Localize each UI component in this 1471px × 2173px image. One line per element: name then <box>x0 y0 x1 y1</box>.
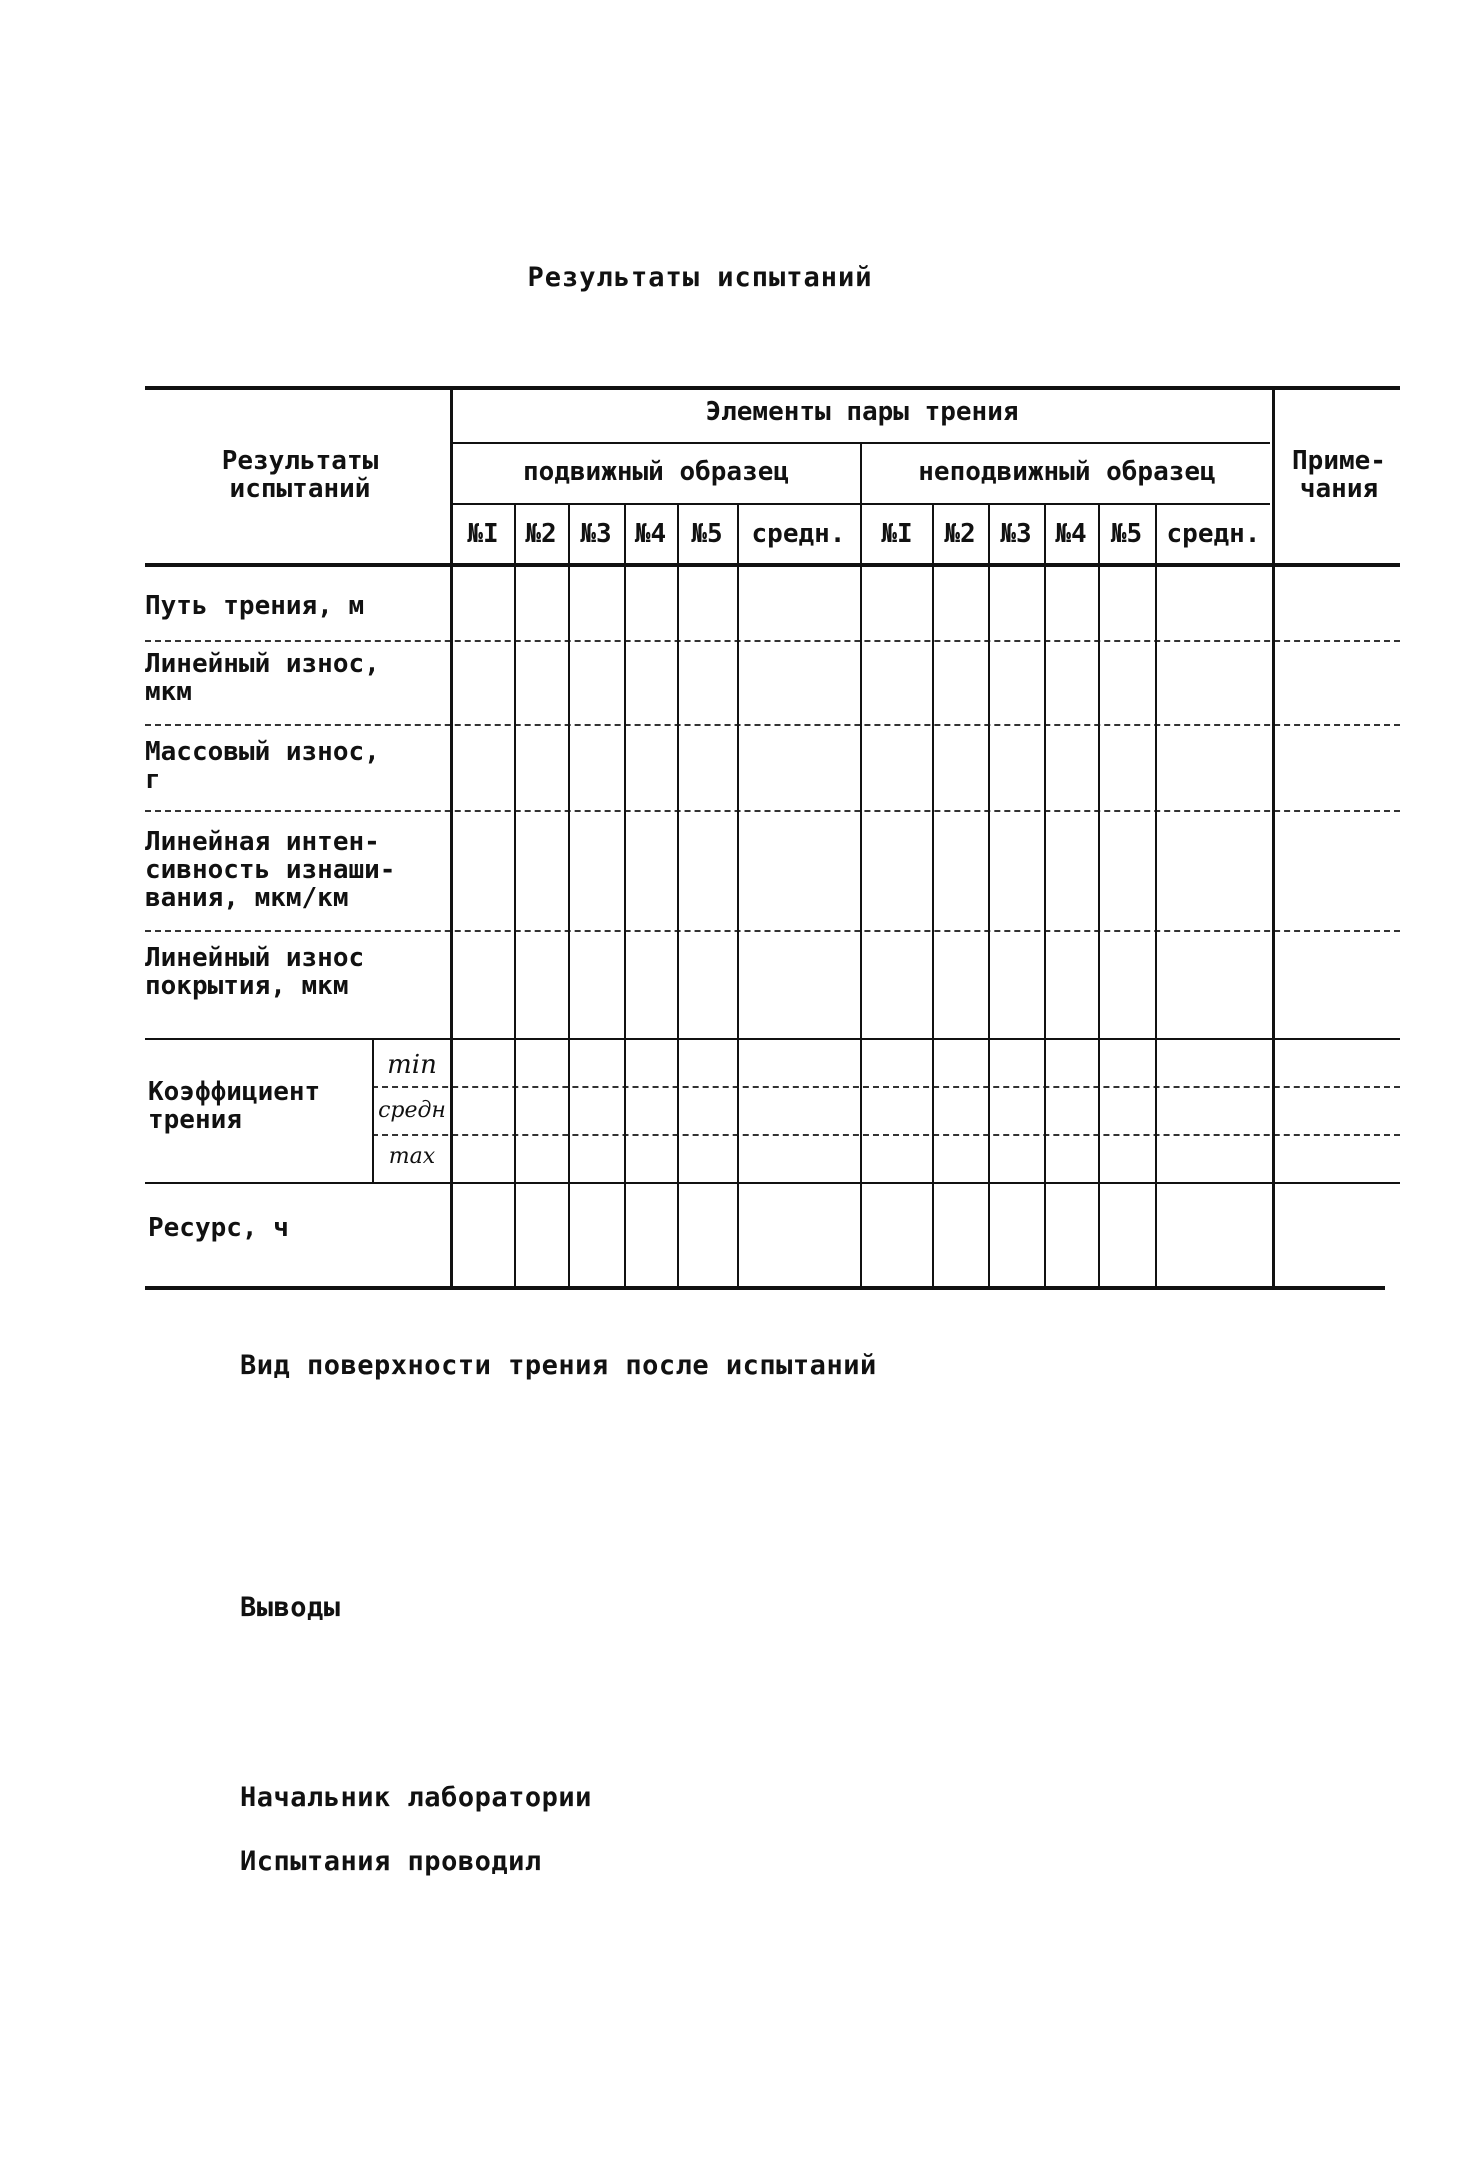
col-divider <box>568 503 570 1288</box>
row-label: Путь трения, м <box>145 591 365 621</box>
subcol-header: средн. <box>751 519 846 549</box>
subcol-header: №4 <box>1055 519 1087 549</box>
row-divider <box>145 1182 1400 1184</box>
lab-head-label: Начальник лаборатории <box>240 1782 592 1813</box>
group-header: Элементы пары трения <box>705 397 1019 427</box>
col-divider <box>1272 388 1275 1288</box>
subcol-header: №3 <box>1000 519 1032 549</box>
friction-sub-divider <box>372 1134 1400 1136</box>
subcol-header: №2 <box>944 519 976 549</box>
friction-sub-divider <box>372 1086 1400 1088</box>
row-label: Массовый износ, г <box>145 737 380 795</box>
group-fixed: неподвижный образец <box>918 457 1216 487</box>
subcol-header: №2 <box>525 519 557 549</box>
table-bottom-rule <box>145 1286 1385 1290</box>
group-moving: подвижный образец <box>522 457 790 487</box>
tester-label: Испытания проводил <box>240 1846 542 1877</box>
row-label: Линейная интен- сивность изнаши- вания, мкм/км <box>145 827 396 913</box>
col-divider <box>737 503 739 1288</box>
subcol-header: №3 <box>580 519 612 549</box>
row-divider <box>145 1038 1400 1040</box>
col-divider <box>932 503 934 1288</box>
row-divider <box>145 640 1400 642</box>
notes-header: Приме- чания <box>1292 446 1386 504</box>
surface-label: Вид поверхности трения после испытаний <box>240 1350 877 1381</box>
row-label: Коэффициент трения <box>148 1077 321 1135</box>
row-label: Линейный износ покрытия, мкм <box>145 943 365 1001</box>
conclusions-label: Выводы <box>240 1592 341 1623</box>
subcol-header: №I <box>881 519 913 549</box>
col-divider <box>1155 503 1157 1288</box>
subcol-header: средн. <box>1166 519 1261 549</box>
row-divider <box>145 930 1400 932</box>
col-divider <box>624 503 626 1288</box>
row-header: Результаты испытаний <box>221 446 379 504</box>
row-divider <box>145 810 1400 812</box>
subcol-header: №5 <box>1110 519 1143 549</box>
col-divider <box>677 503 679 1288</box>
table-top-rule <box>145 386 1400 390</box>
friction-avg-label: средн <box>378 1098 446 1123</box>
col-divider <box>1098 503 1100 1288</box>
header-bottom-rule <box>145 563 1400 567</box>
col-divider <box>514 503 516 1288</box>
page-title: Результаты испытаний <box>527 262 873 293</box>
col-divider <box>1044 503 1046 1288</box>
friction-max-label: max <box>388 1144 436 1169</box>
subcol-header: №4 <box>634 519 667 549</box>
subcol-header: №I <box>467 519 499 549</box>
subcol-header: №5 <box>691 519 723 549</box>
friction-min-label: min <box>387 1050 437 1080</box>
col-divider <box>988 503 990 1288</box>
col-divider <box>860 442 862 1288</box>
row-label: Ресурс, ч <box>148 1213 289 1243</box>
row-label: Линейный износ, мкм <box>145 649 380 707</box>
row-divider <box>145 724 1400 726</box>
